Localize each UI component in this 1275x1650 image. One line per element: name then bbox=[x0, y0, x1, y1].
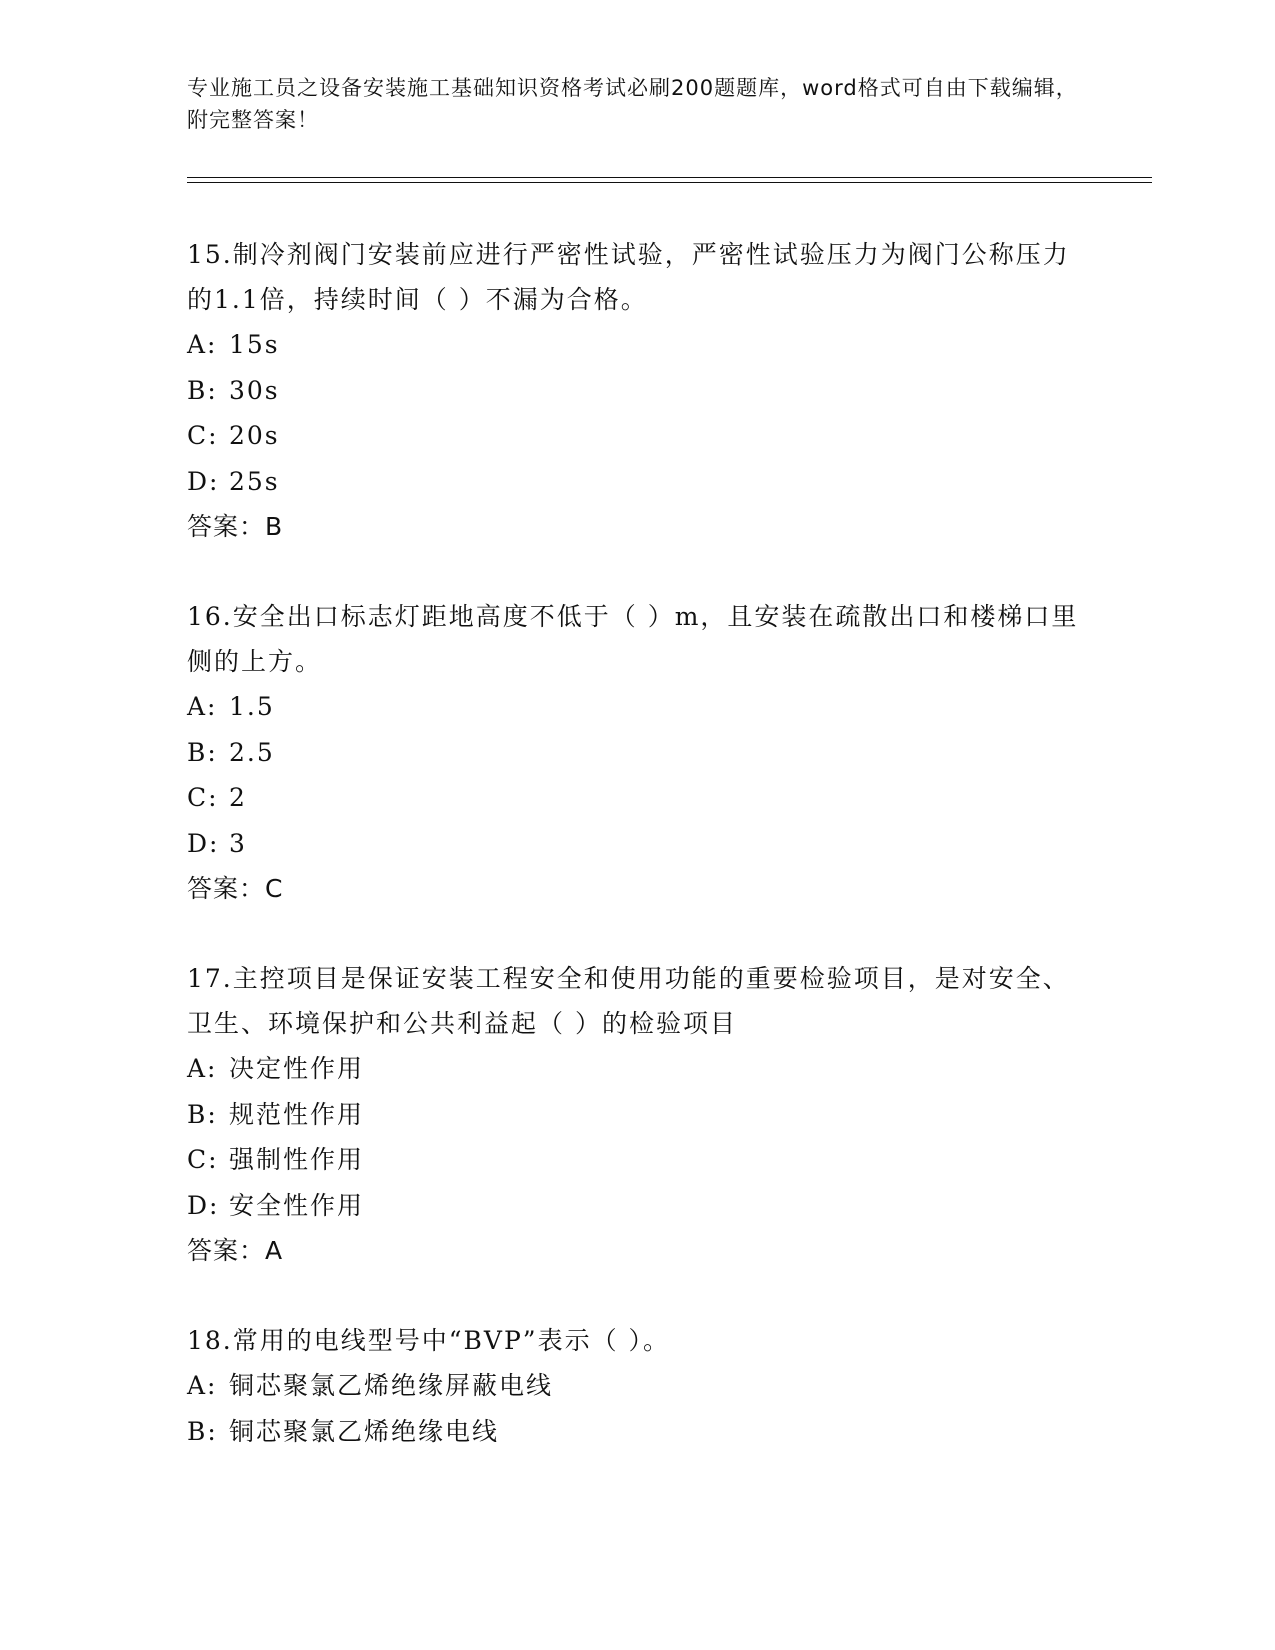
question-16 bbox=[187, 594, 1087, 912]
option-b bbox=[187, 1409, 1087, 1455]
question-17 bbox=[187, 956, 1087, 1274]
option-text: 15s bbox=[229, 330, 280, 359]
option-letter: C: bbox=[187, 421, 219, 450]
option-a bbox=[187, 1046, 1087, 1092]
option-letter: D: bbox=[187, 466, 220, 496]
option-text: 2.5 bbox=[229, 737, 275, 767]
option-letter: D: bbox=[187, 1190, 220, 1220]
option-text: 强制性作用 bbox=[229, 1145, 365, 1174]
option-text: 20s bbox=[229, 421, 280, 450]
option-text: 铜芯聚氯乙烯绝缘屏蔽电线 bbox=[229, 1371, 554, 1400]
question-text: 17.主控项目是保证安装工程安全和使用功能的重要检验项目，是对安全、卫生、环境保护和公共利益起（ ）的检验项目 bbox=[187, 964, 1070, 1038]
question-18 bbox=[187, 1318, 1087, 1454]
option-text: 30s bbox=[229, 375, 280, 405]
option-a bbox=[187, 322, 1087, 368]
answer: 答案：A bbox=[187, 1236, 284, 1265]
option-a bbox=[187, 684, 1087, 730]
option-text: 安全性作用 bbox=[229, 1190, 365, 1220]
option-d bbox=[187, 459, 1087, 505]
answer: 答案：C bbox=[187, 874, 284, 903]
option-letter: A: bbox=[187, 692, 218, 721]
option-a bbox=[187, 1363, 1087, 1409]
option-text: 3 bbox=[229, 828, 247, 858]
header-rule-top bbox=[187, 177, 1152, 178]
option-letter: B: bbox=[187, 1099, 218, 1129]
option-letter: B: bbox=[187, 1416, 218, 1446]
option-b bbox=[187, 730, 1087, 776]
question-text: 16.安全出口标志灯距地高度不低于（ ）m，且安装在疏散出口和楼梯口里侧的上方。 bbox=[187, 602, 1079, 676]
answer: 答案：B bbox=[187, 512, 284, 541]
option-text: 规范性作用 bbox=[229, 1099, 365, 1129]
option-letter: B: bbox=[187, 737, 218, 767]
option-text: 决定性作用 bbox=[229, 1054, 365, 1083]
header-rule-bottom bbox=[187, 182, 1152, 183]
option-d bbox=[187, 1183, 1087, 1229]
option-letter: B: bbox=[187, 375, 218, 405]
option-letter: A: bbox=[187, 1371, 218, 1400]
option-letter: D: bbox=[187, 828, 220, 858]
option-text: 1.5 bbox=[229, 692, 275, 721]
question-15 bbox=[187, 232, 1087, 550]
option-letter: A: bbox=[187, 1054, 218, 1083]
option-c bbox=[187, 413, 1087, 459]
question-text: 18.常用的电线型号中“BVP”表示（ ）。 bbox=[187, 1326, 671, 1355]
option-c bbox=[187, 1137, 1087, 1183]
option-letter: A: bbox=[187, 330, 218, 359]
option-letter: C: bbox=[187, 783, 219, 812]
option-text: 2 bbox=[229, 783, 247, 812]
option-letter: C: bbox=[187, 1145, 219, 1174]
option-c bbox=[187, 775, 1087, 821]
option-text: 铜芯聚氯乙烯绝缘电线 bbox=[229, 1416, 500, 1446]
option-d bbox=[187, 821, 1087, 867]
document-header: 专业施工员之设备安装施工基础知识资格考试必刷200题题库，word格式可自由下载编辑，附完整答案！ bbox=[187, 76, 1078, 132]
option-b bbox=[187, 368, 1087, 414]
option-b bbox=[187, 1092, 1087, 1138]
option-text: 25s bbox=[229, 466, 280, 496]
question-text: 15.制冷剂阀门安装前应进行严密性试验，严密性试验压力为阀门公称压力的1.1倍，持续时间（ ）不漏为合格。 bbox=[187, 240, 1070, 314]
